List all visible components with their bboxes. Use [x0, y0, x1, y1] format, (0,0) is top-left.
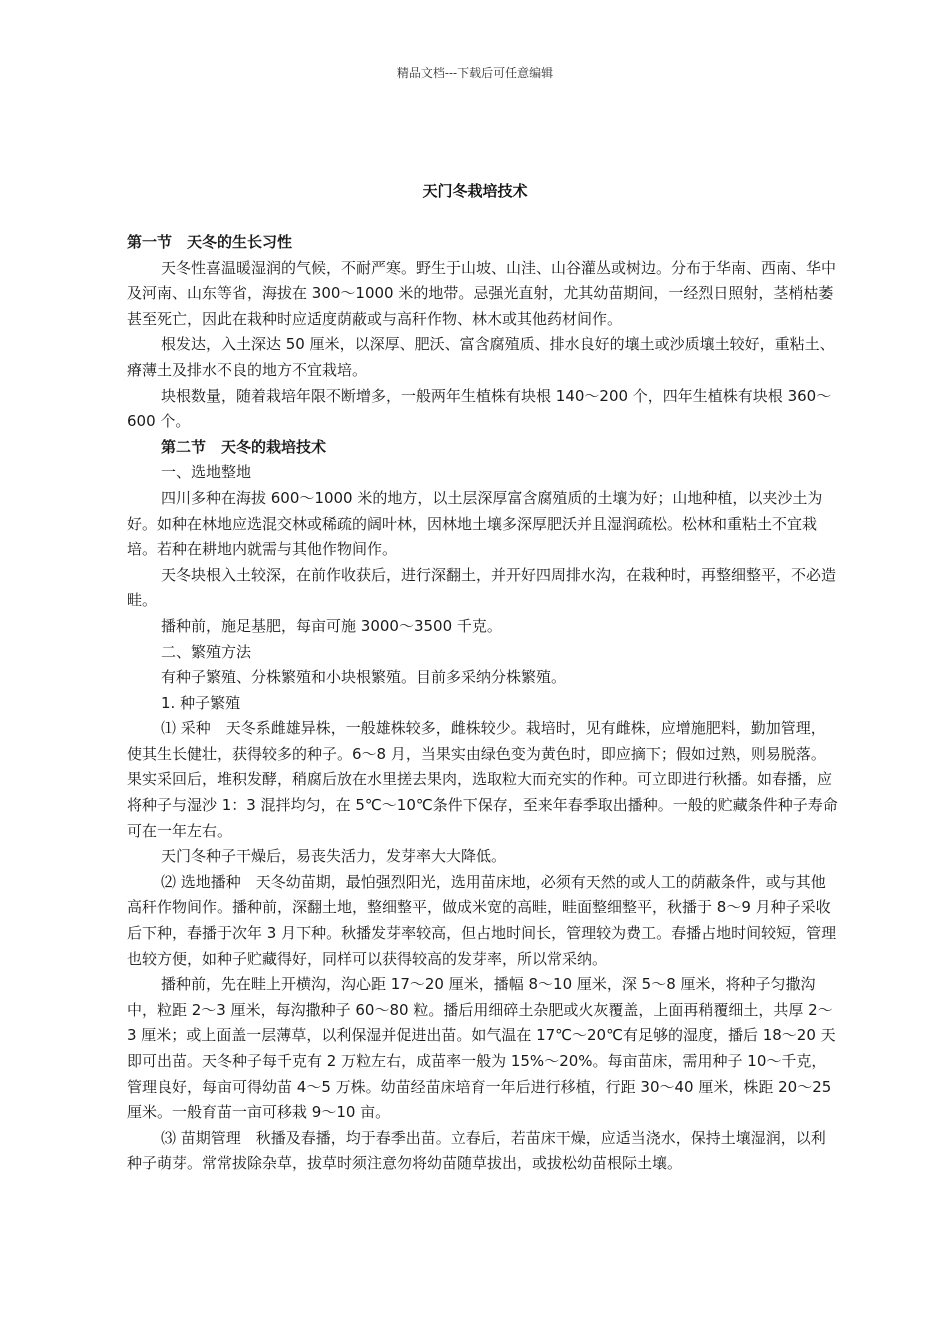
subsection-heading: 1. 种子繁殖 — [161, 693, 241, 712]
subsection-heading: 一、选地整地 — [161, 463, 252, 482]
document-body — [127, 230, 839, 1177]
section-heading: 第二节 天冬的栽培技术 — [161, 437, 327, 456]
paragraph: 四川多种在海拔 600～1000 米的地方，以土层深厚富含腐殖质的土壤为好；山地种植，以夹沙土为好。如种在林地应选混交林或稀疏的阔叶林，因林地土壤多深厚肥沃并且湿润疏松。松林和重粘土不宜栽培。若种在耕地内就需与其他作物间作。 — [127, 488, 823, 559]
paragraph: 天冬块根入土较深，在前作收获后，进行深翻土，并开好四周排水沟，在栽种时，再整细整平，不必造畦。 — [127, 565, 837, 610]
paragraph: 天门冬种子干燥后，易丧失活力，发芽率大大降低。 — [161, 847, 507, 866]
subsection-heading: 二、繁殖方法 — [161, 642, 252, 661]
paragraph: 根发达，入土深达 50 厘米，以深厚、肥沃、富含腐殖质、排水良好的壤土或沙质壤土较好，重粘土、瘠薄土及排水不良的地方不宜栽培。 — [127, 335, 835, 379]
page-header: 精品文档---下载后可任意编辑 — [396, 66, 554, 80]
paragraph: 有种子繁殖、分株繁殖和小块根繁殖。目前多采纳分株繁殖。 — [161, 668, 567, 687]
paragraph: ⑴ 采种 天冬系雌雄异株，一般雄株较多，雌株较少。栽培时，见有雌株，应增施肥料，勤加管理，使其生长健壮，获得较多的种子。6～8 月，当果实由绿色变为黄色时，即应摘下；假如过熟，则易脱落。果实采回后，堆积发酵，稍腐后放在水里搓去果肉，选取粒大而充实的作种。可立即进行秋播。如春播，应将种子与湿沙 1：3 混拌均匀，在 5℃～10℃条件下保存，至来年春季取出播种。一般的贮藏条件种子寿命可在一年左右。 — [127, 719, 838, 840]
paragraph: ⑶ 苗期管理 秋播及春播，均于春季出苗。立春后，若苗床干燥，应适当浇水，保持土壤湿润，以利种子萌芽。常常拔除杂草，拔草时须注意勿将幼苗随草拔出，或拔松幼苗根际土壤。 — [127, 1128, 826, 1173]
paragraph: 天冬性喜温暖湿润的气候，不耐严寒。野生于山坡、山洼、山谷灌丛或树边。分布于华南、西南、华中及河南、山东等省，海拔在 300～1000 米的地带。忌强光直射，尤其幼苗期间，一经烈日照射，茎梢枯萎甚至死亡，因此在栽种时应适度荫蔽或与高秆作物、林木或其他药材间作。 — [127, 258, 837, 328]
paragraph: 块根数量，随着栽培年限不断增多，一般两年生植株有块根 140～200 个，四年生植株有块根 360～600 个。 — [127, 386, 832, 431]
paragraph: 播种前，先在畦上开横沟，沟心距 17～20 厘米，播幅 8～10 厘米，深 5～8 厘米，将种子匀撒沟中，粒距 2～3 厘米，每沟撒种子 60～80 粒。播后用细碎土杂肥或火灰覆盖，上面再稍覆细土，共厚 2～3 厘米；或上面盖一层薄草，以利保湿并促进出苗。如气温在 17℃～20℃有足够的湿度，播后 18～20 天即可出苗。天冬种子每千克有 2 万粒左右，成苗率一般为 15%～20%。每亩苗床，需用种子 10～千克，管理良好，每亩可得幼苗 4～5 万株。幼苗经苗床培育一年后进行移植，行距 30～40 厘米，株距 20～25 厘米。一般育苗一亩可移栽 9～10 亩。 — [127, 975, 836, 1122]
paragraph: ⑵ 选地播种 天冬幼苗期，最怕强烈阳光，选用苗床地，必须有天然的或人工的荫蔽条件，或与其他高秆作物间作。播种前，深翻土地，整细整平，做成米宽的高畦，畦面整细整平，秋播于 8～9 月种子采收后下种，春播于次年 3 月下种。秋播发芽率较高，但占地时间长，管理较为费工。春播占地时间较短，管理也较方便，如种子贮藏得好，同样可以获得较高的发芽率，所以常采纳。 — [127, 872, 837, 968]
paragraph: 播种前，施足基肥，每亩可施 3000～3500 千克。 — [161, 616, 502, 635]
section-heading: 第一节 天冬的生长习性 — [127, 233, 293, 251]
document-title: 天门冬栽培技术 — [422, 182, 528, 200]
